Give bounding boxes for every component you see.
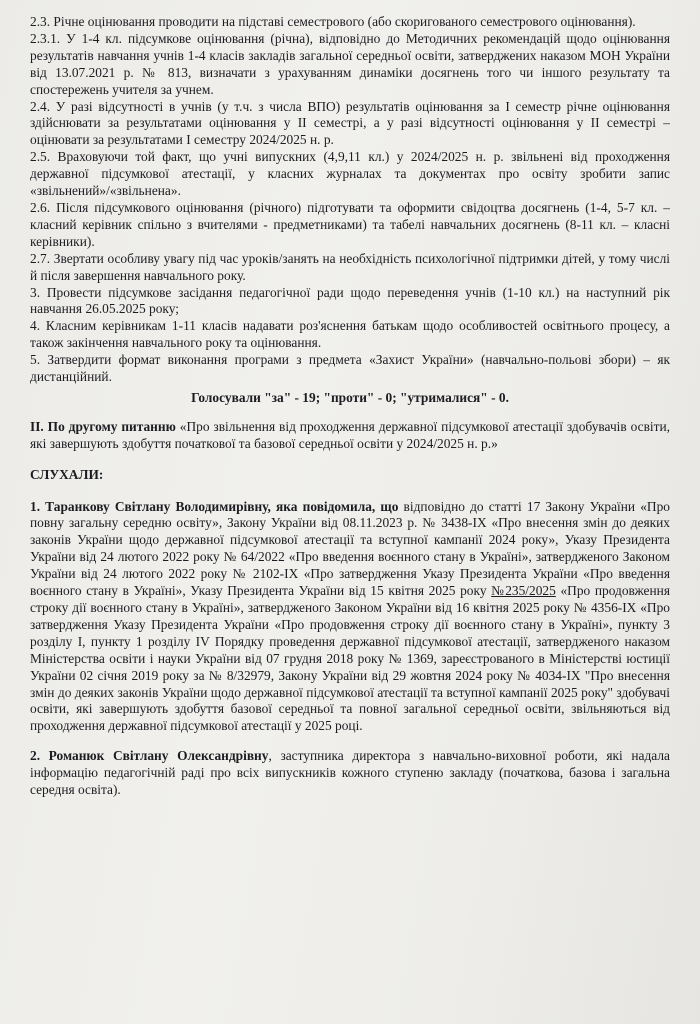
paragraph-2-4: 2.4. У разі відсутності в учнів (у т.ч. з числа ВПО) результатів оцінювання за І семестр річне оцінювання здійснювати за результатами оцінювання у ІІ семестрі, а у разі відсутності оцінювання у ІІ семестрі – оцінювати за результатами І семестру 2024/2025 н. р. (30, 98, 670, 148)
vote-result: Голосували "за" - 19; "проти" - 0; "утрималися" - 0. (191, 389, 509, 405)
paragraph-4: 4. Класним керівникам 1-11 класів надавати роз'яснення батькам щодо особливостей освітнього процесу, а також закінчення навчального року та оцінювання. (30, 318, 670, 351)
heard-label: СЛУХАЛИ: (30, 466, 104, 482)
speaker-2-text: , заступника директора з навчально-виховної роботи, які надала інформацію педагогічній раді про всіх випускників кожного ступеню закладу (початкова, базова і загальна середня освіта). (30, 748, 670, 798)
paragraph-2-3-1: 2.3.1. У 1-4 кл. підсумкове оцінювання (річна), відповідно до Методичних рекомендацій щодо оцінювання результатів навчання учнів 1-4 класів закладів загальної середньої освіти, затверджених наказом МОН України від 13.07.2021 р. № 813, визначати з урахуванням динаміки досягнень того чи іншого результату та спостережень учителя за учнем. (30, 30, 670, 97)
section-2 (30, 419, 670, 453)
paragraph-2-3: 2.3. Річне оцінювання проводити на підставі семестрового (або скоригованого семестрового оцінювання). (30, 14, 636, 29)
speaker-1-paragraph (30, 499, 670, 736)
section-2-heading: ІІ. По другому питанню (30, 418, 176, 434)
speaker-1-text-a: відповідно до статті 17 Закону України «Про повну загальну середню освіту», Закону України від 08.11.2023 р. № 3438-IX «Про внесення змін до деяких законів України щодо державної підсумкової атестації та вступної кампанії 2024 року», Указу Президента України від 24 лютого 2022 року № 64/2022 «Про введення воєнного стану в Україні», затвердженого Законом України від 24 лютого 2022 року № 2102-IX «Про затвердження Указу Президента України «Про введення воєнного стану в Україні», Указу Президента України від 15 квітня 2025 року (30, 498, 670, 599)
decree-number: №235/2025 (491, 583, 556, 599)
paragraph-2-7: 2.7. Звертати особливу увагу під час уроків/занять на необхідність психологічної підтримки дітей, у тому числі й після завершення навчального року. (30, 250, 670, 283)
speaker-1-text-b: «Про продовження строку дії воєнного стану в Україні», затвердженого Законом України від 16 квітня 2025 року № 4356-IX «Про затвердження Указу Президента України «Про продовження строку дії воєнного стану в Україні», пункту 3 розділу І, пункту 1 розділу IV Порядку проведення державної підсумкової атестації, затвердженого наказом Міністерства освіти і науки України від 07 грудня 2018 року № 1369, зареєстрованого в Міністерстві юстиції України 02 січня 2019 року за № 8/32979, Закону України від 29 жовтня 2024 року № 4034-IX "Про внесення змін до деяких законів України щодо державної підсумкової атестації та вступної кампанії 2025 року" здобувачі освіти, які завершують здобуття базової середньої та повної загальної середньої освіти, звільняються від проходження державної підсумкової атестації у 2025 році. (30, 583, 670, 734)
speaker-2-name: 2. Романюк Світлану Олександрівну (30, 748, 269, 764)
speaker-2-paragraph (30, 748, 670, 799)
paragraph-2-6: 2.6. Після підсумкового оцінювання (річного) підготувати та оформити свідоцтва досягнень (1-4, 5-7 кл. – класний керівник спільно з вчителями - предметниками) та табелі навчальних досягнень (8-11 кл. – класні керівники). (30, 199, 670, 249)
paragraph-3: 3. Провести підсумкове засідання педагогічної ради щодо переведення учнів (1-10 кл.) на наступний рік навчання 26.05.2025 року; (30, 284, 670, 317)
paragraph-5: 5. Затвердити формат виконання програми з предмета «Захист України» (навчально-польові збори) – як дистанційний. (30, 352, 670, 385)
speaker-1-name: 1. Таранкову Світлану Володимирівну, яка повідомила, що (30, 498, 399, 514)
paragraph-2-5: 2.5. Враховуючи той факт, що учні випускних (4,9,11 кл.) у 2024/2025 н. р. звільнені від проходження державної підсумкової атестації, у класних журналах та документах про освіту зробити запис «звільнений»/«звільнена». (30, 149, 670, 199)
section-2-text: «Про звільнення від проходження державної підсумкової атестації здобувачів освіти, які завершують здобуття початкової та базової середньої освіти у 2024/2025 н. р.» (30, 418, 670, 451)
